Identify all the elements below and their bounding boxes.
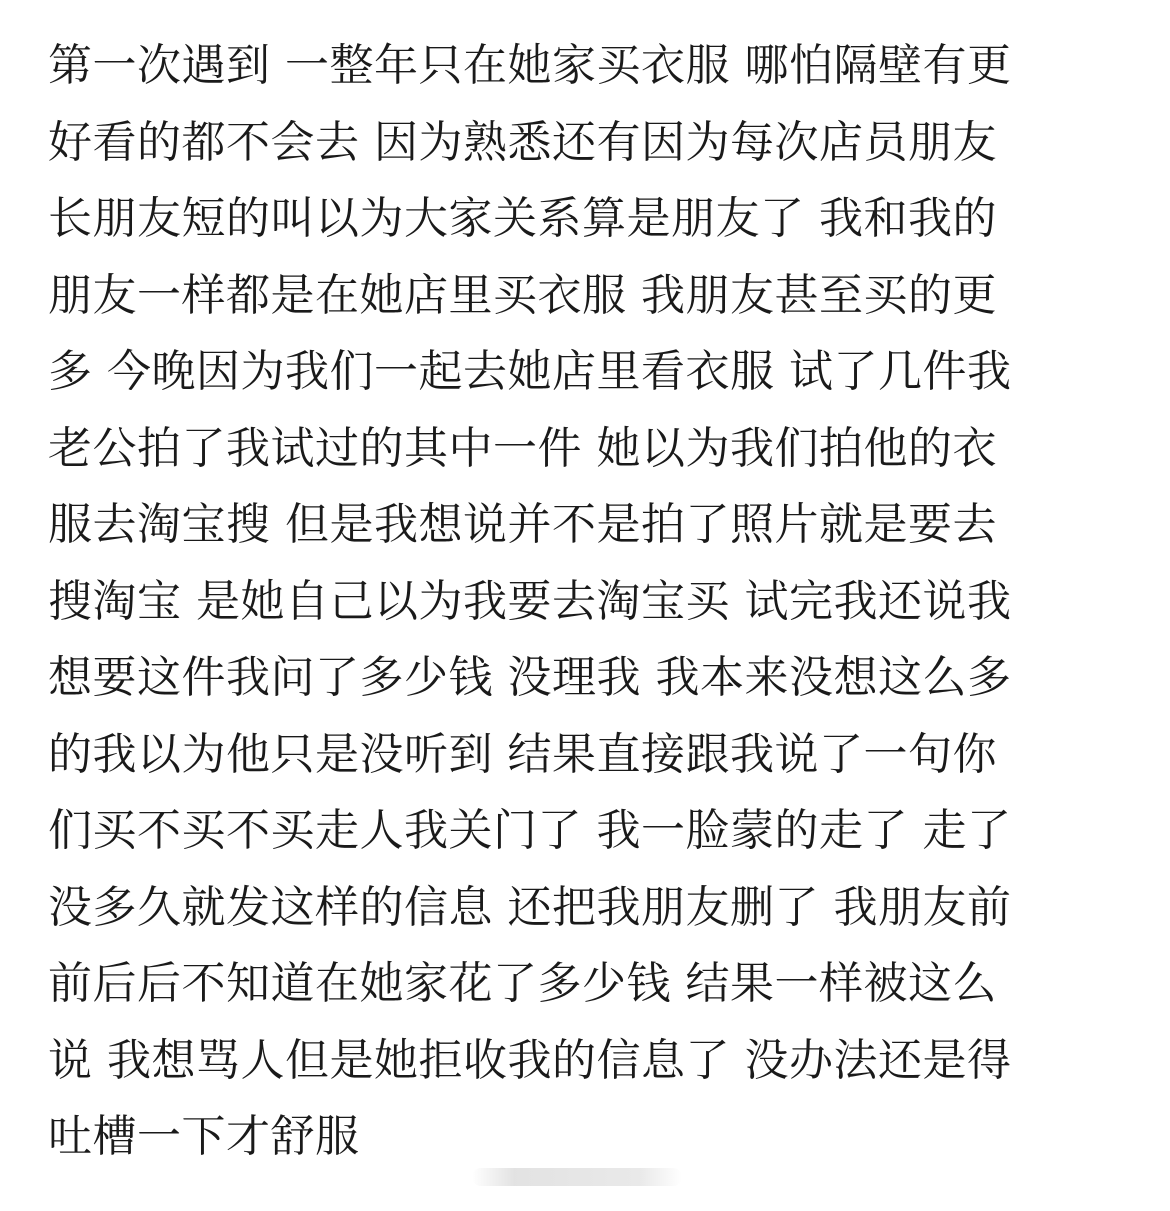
post-line: 第一次遇到 一整年只在她家买衣服 哪怕隔壁有更 xyxy=(48,40,1012,91)
post-text xyxy=(48,28,1128,1176)
blurred-watermark xyxy=(472,1166,682,1188)
post-line: 服去淘宝搜 但是我想说并不是拍了照片就是要去 xyxy=(48,499,997,550)
post-line: 吐槽一下才舒服 xyxy=(48,1111,360,1162)
post-line: 前后后不知道在她家花了多少钱 结果一样被这么 xyxy=(48,958,997,1009)
post-line: 说 我想骂人但是她拒收我的信息了 没办法还是得 xyxy=(48,1034,1012,1086)
post-line: 搜淘宝 是她自己以为我要去淘宝买 试完我还说我 xyxy=(48,575,1012,627)
post-line: 长朋友短的叫以为大家关系算是朋友了 我和我的 xyxy=(48,193,997,244)
post-line: 没多久就发这样的信息 还把我朋友删了 我朋友前 xyxy=(48,881,1012,933)
post-line: 好看的都不会去 因为熟悉还有因为每次店员朋友 xyxy=(48,116,997,168)
watermark-blur-shape xyxy=(472,1168,682,1186)
post-line: 老公拍了我试过的其中一件 她以为我们拍他的衣 xyxy=(48,422,997,474)
post-line: 的我以为他只是没听到 结果直接跟我说了一句你 xyxy=(48,728,997,780)
post-line: 想要这件我问了多少钱 没理我 我本来没想这么多 xyxy=(48,652,1012,703)
post-line: 朋友一样都是在她店里买衣服 我朋友甚至买的更 xyxy=(48,269,997,321)
post-line: 多 今晚因为我们一起去她店里看衣服 试了几件我 xyxy=(48,346,1012,397)
post-line: 们买不买不买走人我关门了 我一脸蒙的走了 走了 xyxy=(48,805,1012,856)
